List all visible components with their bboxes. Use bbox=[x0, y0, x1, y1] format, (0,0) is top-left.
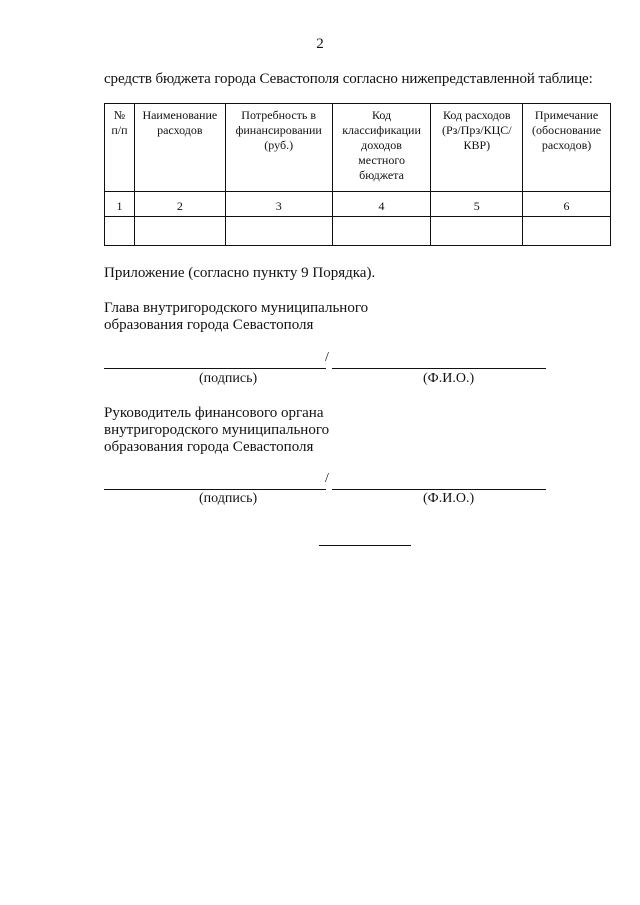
table-cell bbox=[134, 217, 225, 246]
finance-title-line-3: образования города Севастополя bbox=[104, 439, 314, 455]
table-cell bbox=[105, 217, 135, 246]
table-column-number-row bbox=[105, 192, 611, 217]
head-title-line-2: образования города Севастополя bbox=[104, 317, 314, 333]
head-signature-underline bbox=[104, 354, 326, 369]
budget-table bbox=[104, 103, 611, 246]
header-cell-index: № п/п bbox=[105, 104, 135, 192]
finance-signature-underline bbox=[104, 475, 326, 490]
header-cell-expense-name: Наименование расходов bbox=[134, 104, 225, 192]
header-cell-note: Примечание (обоснование расходов) bbox=[523, 104, 611, 192]
column-number-cell: 3 bbox=[225, 192, 332, 217]
finance-signature-caption: (подпись) bbox=[199, 491, 258, 506]
finance-name-caption: (Ф.И.О.) bbox=[423, 491, 475, 506]
column-number-cell: 2 bbox=[134, 192, 225, 217]
table-header-row bbox=[105, 104, 611, 192]
head-title-line-1: Глава внутригородского муниципального bbox=[104, 300, 369, 316]
table-cell bbox=[431, 217, 523, 246]
head-name-underline bbox=[332, 354, 546, 369]
page-number: 2 bbox=[316, 36, 324, 52]
column-number-cell: 4 bbox=[332, 192, 431, 217]
finance-title-line-1: Руководитель финансового органа bbox=[104, 405, 324, 421]
table-cell bbox=[523, 217, 611, 246]
head-signature-caption: (подпись) bbox=[199, 371, 258, 386]
table-cell bbox=[225, 217, 332, 246]
head-name-caption: (Ф.И.О.) bbox=[423, 371, 475, 386]
finance-signature-line bbox=[104, 471, 546, 491]
column-number-cell: 1 bbox=[105, 192, 135, 217]
header-cell-income-code: Код классификации доходов местного бюджета bbox=[332, 104, 431, 192]
column-number-cell: 6 bbox=[523, 192, 611, 217]
head-signature-line bbox=[104, 350, 546, 370]
header-cell-expense-code: Код расходов (Рз/Прз/КЦС/ КВР) bbox=[431, 104, 523, 192]
end-of-document-rule bbox=[319, 545, 411, 546]
table-row bbox=[105, 217, 611, 246]
signature-separator: / bbox=[325, 350, 329, 365]
intro-text: средств бюджета города Севастополя согласно нижепредставленной таблице: bbox=[104, 71, 593, 87]
table-cell bbox=[332, 217, 431, 246]
header-cell-financing-need: Потребность в финансировании (руб.) bbox=[225, 104, 332, 192]
finance-name-underline bbox=[332, 475, 546, 490]
column-number-cell: 5 bbox=[431, 192, 523, 217]
finance-title-line-2: внутригородского муниципального bbox=[104, 422, 330, 438]
signature-separator: / bbox=[325, 471, 329, 486]
appendix-note: Приложение (согласно пункту 9 Порядка). bbox=[104, 265, 376, 281]
